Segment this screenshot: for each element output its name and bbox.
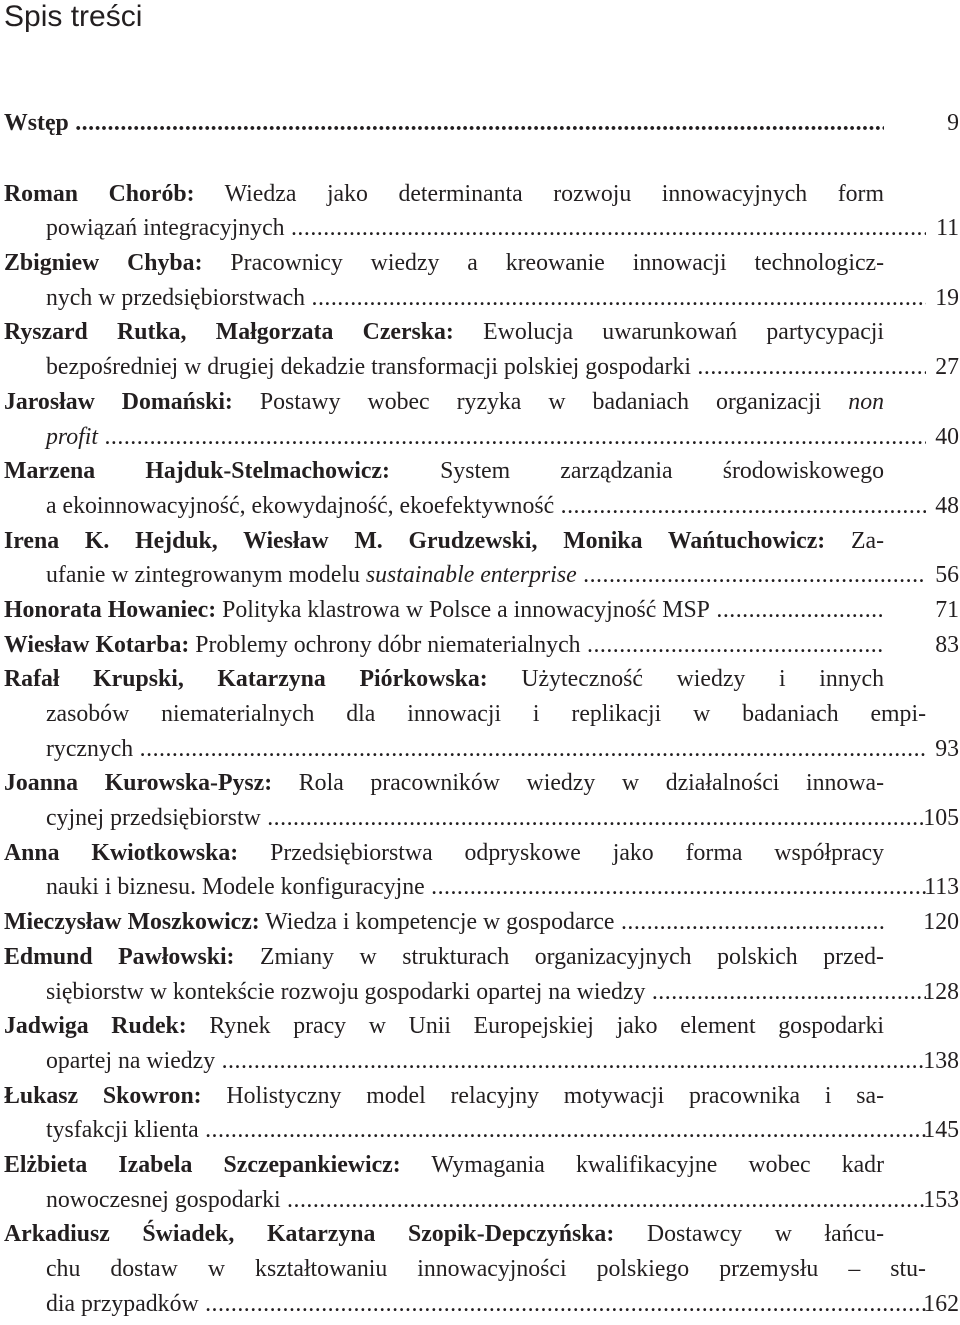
toc-entry-title-continuation: zasobów niematerialnych dla innowacji i replikacji w badaniach empi- [46,701,926,727]
toc-entry-title-continuation: bezpośredniej w drugiej dekadzie transformacji polskiej gospodarki ..... [4,350,926,385]
toc-page-number: 83 [935,631,959,658]
toc-page-number: 48 [935,492,959,519]
toc-entry-title-continuation: rycznych ..... [4,732,926,767]
table-of-contents [4,106,959,1321]
toc-page-number: 56 [935,562,959,589]
toc-entry-title: Mieczysław Moszkowicz: Wiedza i kompetencje w gospodarce ..... [4,905,884,940]
toc-entry-title: Irena K. Hejduk, Wiesław M. Grudzewski, Monika Wańtuchowicz: Za- [4,527,884,554]
toc-entry-author: Joanna Kurowska-Pysz: [4,770,273,797]
toc-entry[interactable] [4,315,959,384]
toc-page-number: 145 [923,1117,959,1144]
toc-entry[interactable] [4,1217,959,1321]
toc-entry-title: Wstęp ..... [4,106,884,141]
toc-entry-title: Anna Kwiotkowska: Przedsiębiorstwa odpryskowe jako forma współpracy [4,839,884,866]
page-title: Spis treści [4,0,143,33]
toc-page-number: 153 [923,1186,959,1213]
toc-entry-title-continuation: siębiorstw w kontekście rozwoju gospodarki opartej na wiedzy ..... [4,975,926,1010]
toc-entry-author: Mieczysław Moszkowicz: [4,909,260,936]
toc-page-number: 128 [923,978,959,1005]
toc-entry-title-continuation: cyjnej przedsiębiorstw ..... [4,801,926,836]
toc-entry-title: Wiesław Kotarba: Problemy ochrony dóbr niematerialnych ..... [4,628,884,663]
toc-entry-title: Zbigniew Chyba: Pracownicy wiedzy a kreowanie innowacji technologicz- [4,250,884,277]
toc-entry-author: Marzena Hajduk-Stelmachowicz: [4,458,390,485]
toc-page-number: 11 [936,215,959,242]
toc-entry-intro[interactable] [4,106,959,141]
toc-page-number: 71 [935,596,959,623]
toc-page-number: 19 [935,284,959,311]
toc-page-number: 93 [935,735,959,762]
toc-page-number: 138 [923,1047,959,1074]
toc-entry[interactable] [4,593,959,628]
toc-entry-title-continuation: dia przypadków ..... [4,1287,926,1322]
toc-entry-title: Łukasz Skowron: Holistyczny model relacyjny motywacji pracownika i sa- [4,1082,884,1109]
toc-entry[interactable] [4,246,959,315]
toc-entry[interactable] [4,524,959,593]
toc-entry-title: Jadwiga Rudek: Rynek pracy w Unii Europejskiej jako element gospodarki [4,1013,884,1040]
toc-entry-title-continuation: nauki i biznesu. Modele konfiguracyjne ..... [4,870,926,905]
toc-entry-title-continuation: nowoczesnej gospodarki ..... [4,1183,926,1218]
toc-entry[interactable] [4,1079,959,1148]
toc-entry-author: Ryszard Rutka, Małgorzata Czerska: [4,319,454,346]
toc-entry-title: Edmund Pawłowski: Zmiany w strukturach organizacyjnych polskich przed- [4,943,884,970]
toc-entry[interactable] [4,836,959,905]
toc-entry-title-continuation: powiązań integracyjnych ..... [4,211,926,246]
toc-entry-title-continuation: tysfakcji klienta ..... [4,1113,926,1148]
toc-entry-title: Joanna Kurowska-Pysz: Rola pracowników wiedzy w działalności innowa- [4,770,884,797]
toc-entry-title: Ryszard Rutka, Małgorzata Czerska: Ewolucja uwarunkowań partycypacji [4,319,884,346]
toc-entry-author: Elżbieta Izabela Szczepankiewicz: [4,1151,401,1178]
toc-entry[interactable] [4,766,959,835]
toc-page-number: 105 [923,805,959,832]
toc-entry-author: Roman Chorób: [4,180,195,207]
toc-entry-title-continuation: nych w przedsiębiorstwach ..... [4,281,926,316]
toc-entry[interactable] [4,1148,959,1217]
toc-entry-author: Łukasz Skowron: [4,1082,202,1109]
toc-entry-title-continuation: opartej na wiedzy ..... [4,1044,926,1079]
toc-entry-title: Jarosław Domański: Postawy wobec ryzyka w badaniach organizacji non [4,388,884,415]
toc-page-number: 120 [923,909,959,936]
toc-entry-author: Irena K. Hejduk, Wiesław M. Grudzewski, Monika Wańtuchowicz: [4,527,826,554]
toc-entry-title: Roman Chorób: Wiedza jako determinanta rozwoju innowacyjnych form [4,180,884,207]
toc-entry-author: Rafał Krupski, Katarzyna Piórkowska: [4,666,488,693]
toc-entry-author: Edmund Pawłowski: [4,943,235,970]
toc-entry-title: Marzena Hajduk-Stelmachowicz: System zarządzania środowiskowego [4,458,884,485]
toc-entry-author: Anna Kwiotkowska: [4,839,239,866]
toc-entry[interactable] [4,385,959,454]
toc-entry[interactable] [4,454,959,523]
toc-entry-title-continuation: a ekoinnowacyjność, ekowydajność, ekoefektywność ..... [4,489,926,524]
toc-entry-author: Honorata Howaniec: [4,596,217,623]
toc-entry-title: Elżbieta Izabela Szczepankiewicz: Wymagania kwalifikacyjne wobec kadr [4,1151,884,1178]
toc-page-number: 9 [947,110,959,136]
toc-page-number: 40 [935,423,959,450]
toc-entry-title: Arkadiusz Świadek, Katarzyna Szopik-Depczyńska: Dostawcy w łańcu- [4,1221,884,1248]
toc-entry[interactable] [4,940,959,1009]
toc-entry[interactable] [4,905,959,940]
toc-entry-title: Honorata Howaniec: Polityka klastrowa w Polsce a innowacyjność MSP ..... [4,593,884,628]
toc-entry-author: Wiesław Kotarba: [4,631,190,658]
toc-entry-title-continuation: profit ..... [4,420,926,455]
toc-page-number: 162 [923,1290,959,1317]
toc-entry-title: Rafał Krupski, Katarzyna Piórkowska: Użyteczność wiedzy i innych [4,666,884,693]
toc-entry-title-continuation: ufanie w zintegrowanym modelu sustainable enterprise ..... [4,558,926,593]
toc-entry-author: Zbigniew Chyba: [4,250,203,277]
toc-entry-author: Jarosław Domański: [4,388,233,415]
toc-page-number: 27 [935,354,959,381]
toc-entry[interactable] [4,177,959,246]
toc-entry[interactable] [4,628,959,663]
toc-entry[interactable] [4,1009,959,1078]
toc-entry-author: Jadwiga Rudek: [4,1013,187,1040]
toc-page-number: 113 [924,874,959,901]
toc-entry-title-continuation: chu dostaw w kształtowaniu innowacyjności polskiego przemysłu – stu- [46,1256,926,1282]
toc-entry-author: Arkadiusz Świadek, Katarzyna Szopik-Depczyńska: [4,1221,615,1248]
toc-entry[interactable] [4,662,959,766]
